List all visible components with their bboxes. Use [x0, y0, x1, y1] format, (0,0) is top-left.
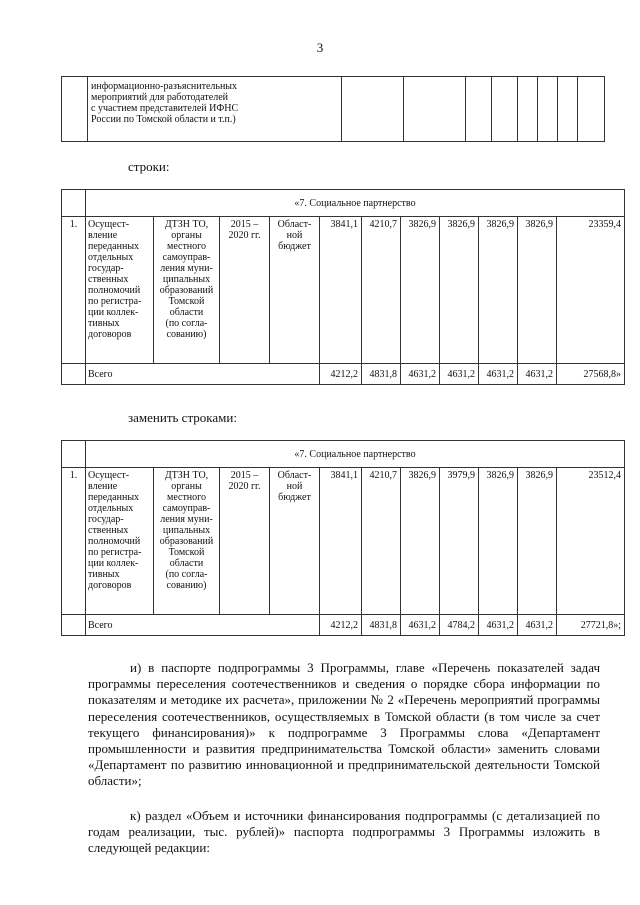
total-value: 4631,2 — [518, 364, 557, 385]
label-replace: заменить строками: — [128, 410, 237, 425]
value-cell: 3841,1 — [320, 468, 362, 615]
top-table-line: информационно-разъяснительных — [91, 81, 238, 92]
value-cell: 3826,9 — [479, 468, 518, 615]
total-grand-value: 27568,8» — [557, 364, 625, 385]
executor: ДТЗН ТО, органы местного самоуправ- ления муни- ципальных образований Томской области (по согла- сованию) — [154, 217, 220, 364]
period: 2015 – 2020 гг. — [220, 468, 270, 615]
executor: ДТЗН ТО, органы местного самоуправ- ления муни- ципальных образований Томской области (по согла- сованию) — [154, 468, 220, 615]
top-table-line: России по Томской области и т.п.) — [91, 114, 236, 125]
top-table-line: с участием представителей ИФНС — [91, 103, 239, 114]
table-old-rows — [61, 189, 625, 385]
total-value: 4631,2 — [401, 615, 440, 636]
top-table-cell-number — [62, 77, 88, 142]
page-number: 3 — [316, 40, 324, 55]
total-grand-value: 27721,8»; — [557, 615, 625, 636]
total-value: 4631,2 — [479, 615, 518, 636]
period: 2015 – 2020 гг. — [220, 217, 270, 364]
top-table-cell — [466, 77, 492, 142]
total-value: 4831,8 — [362, 615, 401, 636]
value-cell: 3826,9 — [518, 468, 557, 615]
total-label: Всего — [86, 615, 320, 636]
total-value: 4631,2 — [479, 364, 518, 385]
top-table-cell-text — [88, 77, 342, 142]
total-label: Всего — [86, 364, 320, 385]
value-cell: 3826,9 — [518, 217, 557, 364]
total-value: 4212,2 — [320, 615, 362, 636]
top-table-cell — [492, 77, 518, 142]
value-total-cell: 23359,4 — [557, 217, 625, 364]
value-cell: 3826,9 — [479, 217, 518, 364]
top-table-cell — [538, 77, 558, 142]
funding-source: Област- ной бюджет — [270, 468, 320, 615]
top-table-line: мероприятий для работодателей — [91, 92, 229, 103]
value-cell: 3826,9 — [440, 217, 479, 364]
section-title: «7. Социальное партнерство — [86, 190, 625, 217]
row-number: 1. — [62, 468, 86, 615]
table-row — [62, 468, 625, 615]
row-number: 1. — [62, 217, 86, 364]
funding-source: Област- ной бюджет — [270, 217, 320, 364]
total-value: 4784,2 — [440, 615, 479, 636]
section-title: «7. Социальное партнерство — [86, 441, 625, 468]
paragraph-k: к) раздел «Объем и источники финансирования подпрограммы (с детализацией по годам реализации, тыс. рублей)» паспорта подпрограммы 3 Программы изложить в следующей редакции: — [88, 808, 600, 856]
value-cell: 4210,7 — [362, 468, 401, 615]
table-new-rows — [61, 440, 625, 636]
top-continuation-table — [61, 76, 605, 142]
table-row — [62, 217, 625, 364]
activity-name: Осущест- вление переданных отдельных государ- ственных полномочий по регистра- ции коллек- тивных договоров — [86, 468, 154, 615]
value-cell: 3826,9 — [401, 217, 440, 364]
total-value: 4212,2 — [320, 364, 362, 385]
top-table-cell — [342, 77, 404, 142]
top-table-cell — [518, 77, 538, 142]
value-total-cell: 23512,4 — [557, 468, 625, 615]
value-cell: 3826,9 — [401, 468, 440, 615]
total-value: 4631,2 — [440, 364, 479, 385]
total-row — [62, 615, 625, 636]
total-value: 4631,2 — [401, 364, 440, 385]
total-value: 4631,2 — [518, 615, 557, 636]
label-rows: строки: — [128, 159, 170, 174]
top-table-cell — [578, 77, 605, 142]
value-cell: 3841,1 — [320, 217, 362, 364]
paragraph-i: и) в паспорте подпрограммы 3 Программы, главе «Перечень показателей задач программы переселения соотечественников и сведения о порядке сбора информации по показателям и методике их расчета», приложении № 2 «Перечень мероприятий программы переселения соотечественников, осуществляемых в Томской области (в том числе за счет текущего финансирования)» к подпрограмме 3 Программы слова «Департамент промышленности и развития предпринимательства Томской области» заменить словами «Департамент по развитию инновационной и предпринимательской деятельности Томской области»; — [88, 660, 600, 789]
top-table-cell — [404, 77, 466, 142]
value-cell: 3979,9 — [440, 468, 479, 615]
total-row — [62, 364, 625, 385]
activity-name: Осущест- вление переданных отдельных государ- ственных полномочий по регистра- ции коллек- тивных договоров — [86, 217, 154, 364]
total-value: 4831,8 — [362, 364, 401, 385]
value-cell: 4210,7 — [362, 217, 401, 364]
top-table-cell — [558, 77, 578, 142]
